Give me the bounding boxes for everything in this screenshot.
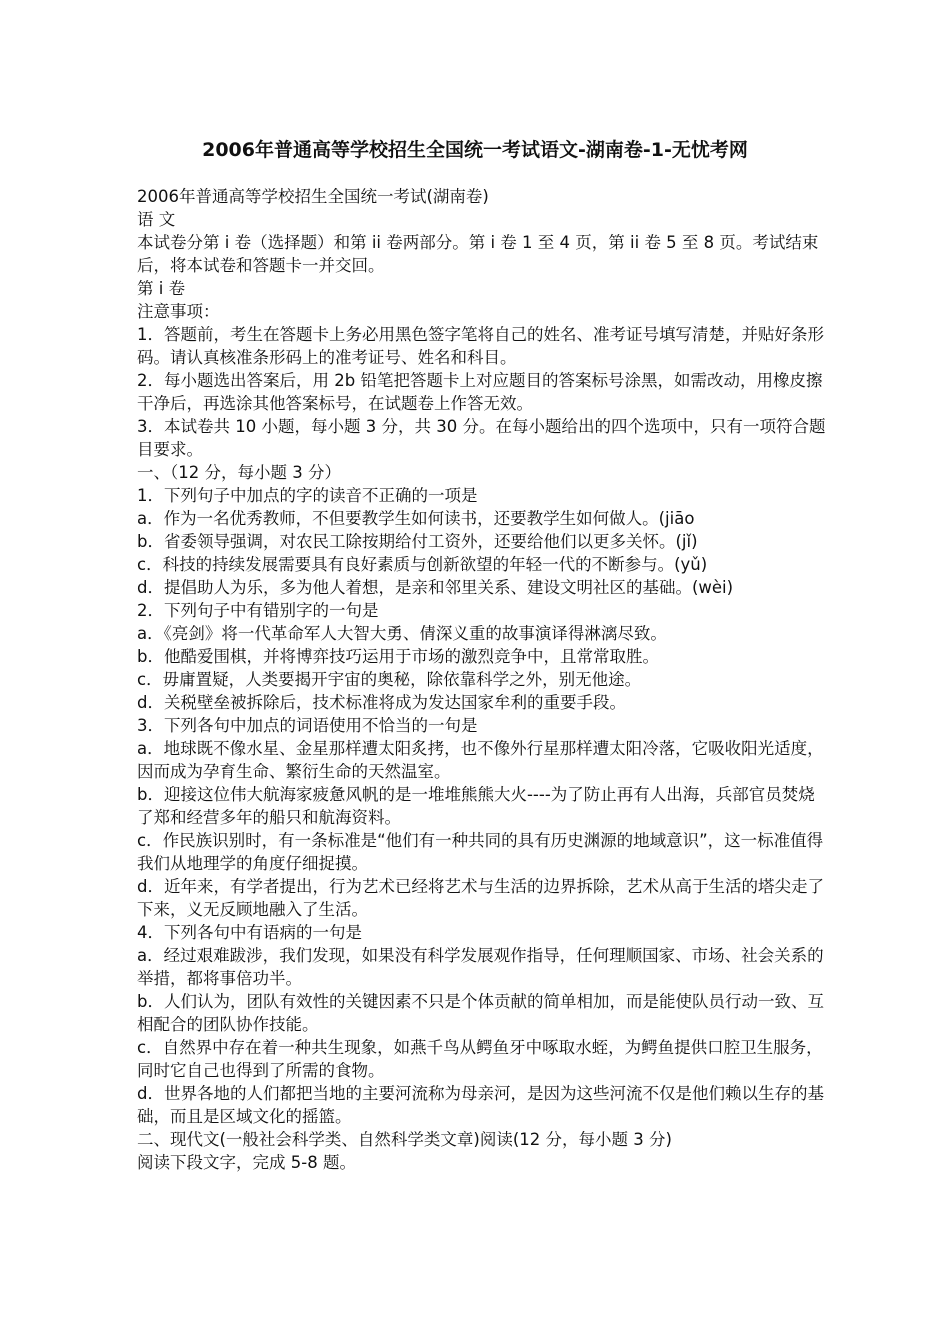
paragraph: 1．答题前，考生在答题卡上务必用黑色签字笔将自己的姓名、准考证号填写清楚，并贴好条形码。请认真核准条形码上的准考证号、姓名和科目。 (137, 325, 824, 367)
part-heading: 二、现代文(一般社会科学类、自然科学类文章)阅读(12 分，每小题 3 分) (137, 1130, 672, 1149)
notes-heading: 注意事项： (137, 302, 220, 321)
document-title: 2006年普通高等学校招生全国统一考试语文-湖南卷-1-无忧考网 (202, 139, 748, 161)
document-body (137, 185, 827, 1174)
option: a．地球既不像水星、金星那样遭太阳炙拷，也不像外行星那样遭太阳冷落，它吸收阳光适度，因而成为孕育生命、繁衍生命的天然温室。 (137, 739, 824, 781)
question: 1．下列句子中加点的字的读音不正确的一项是 (137, 486, 478, 505)
option: a．经过艰难跋涉，我们发现，如果没有科学发展观作指导，任何理顺国家、市场、社会关系的举措，都将事倍功半。 (137, 946, 824, 988)
option: b．迎接这位伟大航海家疲惫风帆的是一堆堆熊熊大火----为了防止再有人出海，兵部官员焚烧了郑和经营多年的船只和航海资料。 (137, 785, 815, 827)
option: c．毋庸置疑，人类要揭开宇宙的奥秘，除依靠科学之外，别无他途。 (137, 670, 642, 689)
option: b．人们认为，团队有效性的关键因素不只是个体贡献的简单相加，而是能使队员行动一致、互相配合的团队协作技能。 (137, 992, 824, 1034)
exam-heading: 2006年普通高等学校招生全国统一考试(湖南卷) (137, 187, 489, 206)
option: a．《亮剑》将一代革命军人大智大勇、倩深义重的故事演译得淋漓尽致。 (137, 624, 667, 643)
option: b．省委领导强调，对农民工除按期给付工资外，还要给他们以更多关怀。(jǐ) (137, 532, 698, 551)
question: 2．下列句子中有错别字的一句是 (137, 601, 379, 620)
subject-heading: 语 文 (137, 210, 176, 229)
instruction: 阅读下段文字，完成 5-8 题。 (137, 1153, 356, 1172)
option: c．科技的持续发展需要具有良好素质与创新欲望的年轻一代的不断参与。(yǔ) (137, 555, 708, 574)
option: d．关税壁垒被拆除后，技术标准将成为发达国家牟利的重要手段。 (137, 693, 626, 712)
option: c．自然界中存在着一种共生现象，如燕千鸟从鳄鱼牙中啄取水蛭，为鳄鱼提供口腔卫生服务，同时它自己也得到了所需的食物。 (137, 1038, 823, 1080)
option: c．作民族识别时，有一条标准是“他们有一种共同的具有历史渊源的地域意识”，这一标准值得我们从地理学的角度仔细捉摸。 (137, 831, 824, 873)
paragraph: 3．本试卷共 10 小题，每小题 3 分，共 30 分。在每小题给出的四个选项中，只有一项符合题目要求。 (137, 417, 826, 459)
paragraph: 2．每小题选出答案后，用 2b 铅笔把答题卡上对应题目的答案标号涂黑，如需改动，用橡皮擦干净后，再选涂其他答案标号，在试题卷上作答无效。 (137, 371, 823, 413)
part-heading: 一、（12 分，每小题 3 分） (137, 463, 341, 482)
question: 4．下列各句中有语病的一句是 (137, 923, 362, 942)
paragraph: 本试卷分第 i 卷（选择题）和第 ii 卷两部分。第 i 卷 1 至 4 页，第 ii 卷 5 至 8 页。考试结束后，将本试卷和答题卡一并交回。 (137, 233, 819, 275)
option: b．他酷爱围棋，并将博弈技巧运用于市场的激烈竞争中，且常常取胜。 (137, 647, 659, 666)
option: d．世界各地的人们都把当地的主要河流称为母亲河，是因为这些河流不仅是他们赖以生存的基础，而且是区域文化的摇篮。 (137, 1084, 824, 1126)
question: 3．下列各句中加点的词语使用不恰当的一句是 (137, 716, 478, 735)
option: d．近年来，有学者提出，行为艺术已经将艺术与生活的边界拆除，艺术从高于生活的塔尖走了下来，义无反顾地融入了生活。 (137, 877, 824, 919)
option: a．作为一名优秀教师，不但要教学生如何读书，还要教学生如何做人。(jiāo (137, 509, 695, 528)
section-heading: 第 i 卷 (137, 279, 186, 298)
option: d．提倡助人为乐，多为他人着想，是亲和邻里关系、建设文明社区的基础。(wèi) (137, 578, 734, 597)
